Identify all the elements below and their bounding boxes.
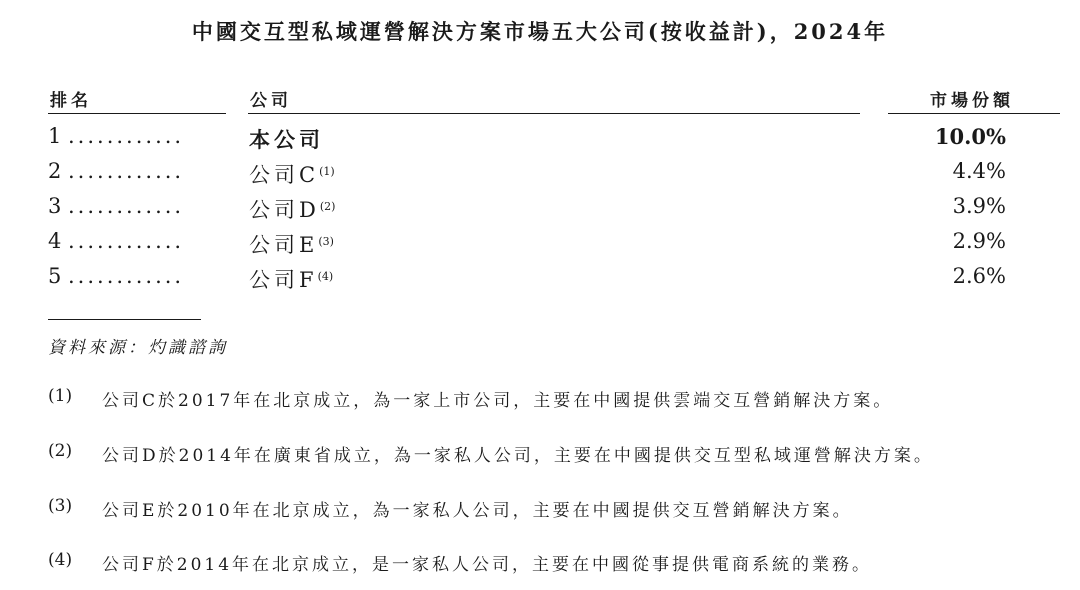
dot-leader: ............ xyxy=(68,159,185,183)
document-title: 中國交互型私域運營解決方案市場五大公司(按收益計)，2024年 xyxy=(191,19,889,44)
company-name: 公司F xyxy=(249,268,318,292)
dot-leader: ............ xyxy=(68,229,185,253)
dot-leader: ............ xyxy=(68,124,185,148)
table-row xyxy=(0,159,1080,193)
footnote-item xyxy=(0,441,1080,471)
market-share-value: 2.6% xyxy=(952,264,1006,288)
footnote-number: (1) xyxy=(48,386,73,406)
company-name-cell xyxy=(249,194,335,224)
rank-number: 1 xyxy=(48,124,63,148)
footnote-item xyxy=(0,496,1080,526)
footnote-number: (2) xyxy=(48,441,73,461)
company-header-rule xyxy=(248,113,860,114)
footnote-number: (3) xyxy=(48,496,73,516)
company-name-cell xyxy=(249,124,324,154)
share-header-rule xyxy=(888,113,1060,114)
market-share-value: 4.4% xyxy=(952,159,1006,183)
footnote-text: 公司C於2017年在北京成立，為一家上市公司，主要在中國提供雲端交互營銷解決方案。 xyxy=(102,391,894,411)
footnote-text: 公司F於2014年在北京成立，是一家私人公司，主要在中國從事提供電商系統的業務。 xyxy=(102,555,873,575)
company-name: 公司E xyxy=(249,233,319,257)
market-share-value: 10.0% xyxy=(934,124,1006,149)
footnote-text: 公司E於2010年在北京成立，為一家私人公司，主要在中國提供交互營銷解決方案。 xyxy=(102,501,853,521)
table-row xyxy=(0,264,1080,298)
footnote-text: 公司D於2014年在廣東省成立，為一家私人公司，主要在中國提供交互型私域運營解決方案。 xyxy=(102,446,934,466)
footnote-marker: (1) xyxy=(319,165,335,178)
footnote-number: (4) xyxy=(48,550,73,570)
company-name: 公司C xyxy=(249,163,320,187)
company-name-cell xyxy=(249,264,333,294)
company-name-cell xyxy=(249,229,334,259)
rank-number: 3 xyxy=(48,194,63,218)
table-row xyxy=(0,194,1080,228)
footnote-marker: (4) xyxy=(317,270,334,283)
table-row xyxy=(0,229,1080,263)
company-name: 公司D xyxy=(249,198,320,222)
footnote-item xyxy=(0,550,1080,580)
table-row xyxy=(0,124,1080,158)
footnote-marker: (2) xyxy=(319,200,336,213)
company-name: 本公司 xyxy=(249,127,324,152)
market-share-column-header: 市場份額 xyxy=(930,91,1014,111)
rank-column-header: 排名 xyxy=(50,91,92,111)
footnote-item xyxy=(0,386,1080,416)
rank-number: 5 xyxy=(48,264,63,288)
rank-header-rule xyxy=(48,113,226,114)
rank-number: 4 xyxy=(48,229,63,253)
rank-number: 2 xyxy=(48,159,63,183)
company-column-header: 公司 xyxy=(250,91,292,111)
market-share-value: 3.9% xyxy=(952,194,1006,218)
footnote-marker: (3) xyxy=(318,235,334,248)
market-share-value: 2.9% xyxy=(952,229,1006,253)
dot-leader: ............ xyxy=(68,194,185,218)
source-divider xyxy=(48,319,201,320)
dot-leader: ............ xyxy=(68,264,185,288)
source-note: 資料來源：灼識諮詢 xyxy=(48,338,228,358)
company-name-cell xyxy=(249,159,335,189)
